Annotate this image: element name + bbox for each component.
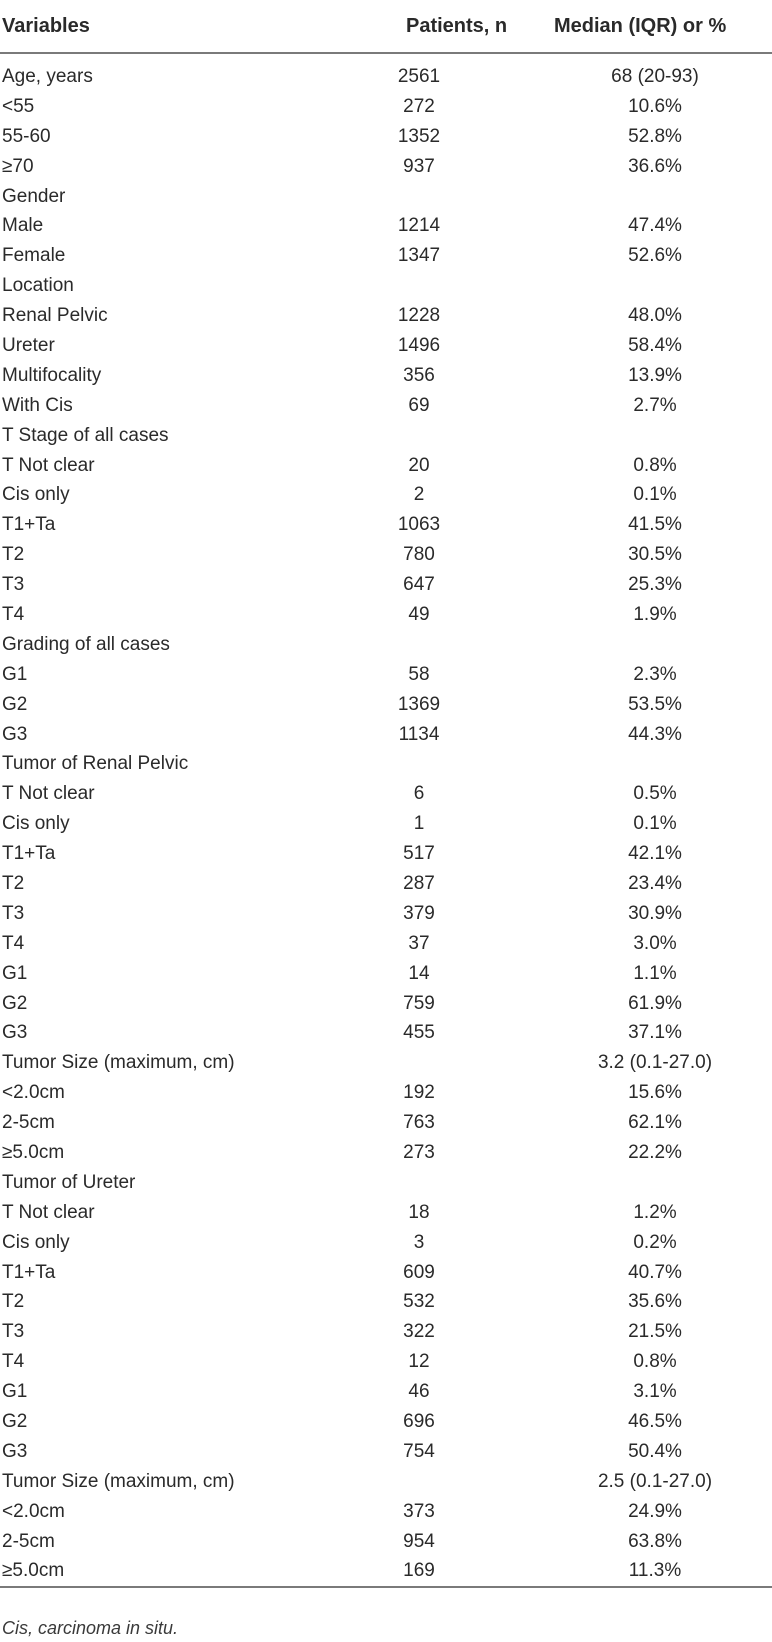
cell-variable: Renal Pelvic (2, 305, 108, 327)
cell-variable: <55 (2, 95, 35, 117)
cell-median-or-percent: 41.5% (628, 514, 682, 536)
table-row (0, 391, 772, 421)
cell-variable: Male (2, 215, 44, 237)
cell-patients: 20 (408, 454, 430, 476)
cell-variable: T4 (2, 603, 25, 625)
cell-median-or-percent: 3.0% (633, 932, 677, 954)
cell-variable: G1 (2, 1381, 28, 1403)
cell-patients: 763 (403, 1112, 435, 1134)
table-row (0, 1138, 772, 1168)
table-row (0, 1228, 772, 1258)
cell-variable: Tumor Size (maximum, cm) (2, 1052, 235, 1074)
cell-median-or-percent: 2.5 (0.1-27.0) (597, 1470, 713, 1492)
cell-variable: T Not clear (2, 1201, 95, 1223)
cell-variable: T1+Ta (2, 843, 56, 865)
cell-patients: 2561 (397, 65, 441, 87)
cell-median-or-percent (538, 1168, 772, 1198)
cell-median-or-percent: 47.4% (628, 215, 682, 237)
table-row (0, 1407, 772, 1437)
table-row (0, 92, 772, 122)
cell-variable: G3 (2, 723, 28, 745)
table-row (0, 1317, 772, 1347)
cell-variable: T2 (2, 544, 25, 566)
cell-variable: G3 (2, 1440, 28, 1462)
cell-median-or-percent (538, 421, 772, 451)
cell-variable: T Not clear (2, 454, 95, 476)
cell-median-or-percent: 3.2 (0.1-27.0) (597, 1052, 713, 1074)
table-row (0, 152, 772, 182)
cell-patients (300, 1048, 538, 1078)
table-row (0, 1078, 772, 1108)
cell-variable: 2-5cm (2, 1112, 55, 1134)
cell-patients: 954 (403, 1530, 435, 1552)
table-row (0, 779, 772, 809)
cell-patients: 373 (403, 1500, 435, 1522)
cell-median-or-percent: 23.4% (628, 872, 682, 894)
cell-patients: 1496 (397, 334, 441, 356)
table-row (0, 959, 772, 989)
table-row (0, 182, 772, 212)
table-row (0, 720, 772, 750)
cell-variable: T4 (2, 1351, 25, 1373)
cell-variable: T2 (2, 872, 25, 894)
cell-median-or-percent: 1.2% (633, 1201, 677, 1223)
cell-variable: G2 (2, 693, 28, 715)
cell-patients (300, 630, 538, 660)
cell-median-or-percent: 24.9% (628, 1500, 682, 1522)
header-row (0, 0, 772, 53)
table-row (0, 1377, 772, 1407)
cell-variable: Female (2, 245, 66, 267)
cell-median-or-percent: 42.1% (628, 843, 682, 865)
table-row (0, 1168, 772, 1198)
table-row (0, 1347, 772, 1377)
table-row (0, 660, 772, 690)
cell-median-or-percent: 35.6% (628, 1291, 682, 1313)
cell-variable: G2 (2, 992, 28, 1014)
table-row (0, 929, 772, 959)
cell-patients (300, 1467, 538, 1497)
cell-median-or-percent: 63.8% (628, 1530, 682, 1552)
cell-patients: 322 (403, 1321, 435, 1343)
cell-variable: ≥5.0cm (2, 1560, 65, 1582)
cell-patients: 273 (403, 1142, 435, 1163)
cell-median-or-percent: 2.7% (633, 394, 677, 416)
cell-median-or-percent: 61.9% (628, 992, 682, 1014)
cell-patients: 532 (403, 1291, 435, 1313)
table-row (0, 899, 772, 929)
table-row (0, 1437, 772, 1467)
table-row (0, 989, 772, 1019)
cell-patients (300, 1168, 538, 1198)
cell-median-or-percent: 30.9% (628, 902, 682, 924)
cell-variable: Grading of all cases (2, 633, 170, 655)
cell-variable: With Cis (2, 394, 73, 416)
cell-variable: G1 (2, 962, 28, 984)
cell-variable: <2.0cm (2, 1500, 65, 1522)
cell-median-or-percent: 68 (20-93) (611, 65, 699, 87)
cell-patients: 379 (403, 902, 435, 924)
cell-patients: 780 (403, 544, 435, 566)
header-variables: Variables (0, 0, 300, 53)
table-row (0, 510, 772, 540)
table-row (0, 1198, 772, 1228)
cell-median-or-percent: 62.1% (628, 1112, 682, 1134)
cell-patients: 37 (408, 932, 430, 954)
table-row (0, 869, 772, 899)
cell-variable: G1 (2, 663, 28, 685)
cell-patients: 1352 (397, 125, 441, 147)
table-row (0, 540, 772, 570)
cell-median-or-percent: 44.3% (628, 723, 682, 745)
cell-variable: Cis only (2, 813, 70, 835)
table-row (0, 1467, 772, 1497)
cell-median-or-percent (538, 182, 772, 212)
cell-median-or-percent: 0.2% (633, 1231, 677, 1253)
cell-patients: 6 (413, 783, 425, 805)
table-row (0, 1258, 772, 1288)
cell-median-or-percent: 0.8% (633, 454, 677, 476)
cell-patients: 49 (408, 603, 430, 625)
cell-patients: 12 (408, 1351, 430, 1373)
cell-variable: ≥5.0cm (2, 1142, 65, 1163)
cell-variable: Cis only (2, 1231, 70, 1253)
table-row (0, 271, 772, 301)
cell-patients: 169 (403, 1560, 435, 1582)
cell-variable: ≥70 (2, 155, 34, 177)
cell-median-or-percent: 58.4% (628, 334, 682, 356)
cell-median-or-percent: 11.3% (628, 1560, 682, 1582)
table-row (0, 1527, 772, 1557)
table-row (0, 630, 772, 660)
cell-variable: T3 (2, 1321, 25, 1343)
cell-median-or-percent: 30.5% (628, 544, 682, 566)
cell-patients: 517 (403, 843, 435, 865)
table-row (0, 1497, 772, 1527)
cell-patients: 69 (408, 394, 430, 416)
cell-patients: 1 (413, 813, 425, 835)
cell-patients (300, 421, 538, 451)
cell-median-or-percent: 22.2% (628, 1142, 682, 1163)
cell-variable: Tumor Size (maximum, cm) (2, 1470, 235, 1492)
table-row (0, 211, 772, 241)
cell-median-or-percent: 37.1% (628, 1022, 682, 1044)
cell-median-or-percent (538, 630, 772, 660)
table-row (0, 301, 772, 331)
cell-median-or-percent: 3.1% (633, 1381, 677, 1403)
table-row (0, 570, 772, 600)
cell-variable: T Stage of all cases (2, 424, 169, 446)
cell-median-or-percent (538, 749, 772, 779)
cell-variable: Multifocality (2, 364, 102, 386)
cell-variable: T4 (2, 932, 25, 954)
cell-patients: 3 (413, 1231, 425, 1253)
cell-patients (300, 749, 538, 779)
cell-median-or-percent: 15.6% (628, 1082, 682, 1104)
cell-variable: Tumor of Ureter (2, 1171, 136, 1193)
table-row (0, 331, 772, 361)
cell-variable: T Not clear (2, 783, 95, 805)
cell-variable: Ureter (2, 334, 55, 356)
cell-median-or-percent: 40.7% (628, 1261, 682, 1283)
cell-patients: 609 (403, 1261, 435, 1283)
footnote: Cis, carcinoma in situ. (2, 1618, 179, 1638)
cell-patients: 192 (403, 1082, 435, 1104)
cell-variable: T1+Ta (2, 514, 56, 536)
cell-variable: Tumor of Renal Pelvic (2, 753, 189, 775)
table-row (0, 690, 772, 720)
cell-patients (300, 271, 538, 301)
table-header (0, 0, 772, 53)
cell-median-or-percent: 0.5% (633, 783, 677, 805)
table-row (0, 1048, 772, 1078)
cell-median-or-percent: 52.8% (628, 125, 682, 147)
cell-patients: 1214 (397, 215, 441, 237)
table-row (0, 1557, 772, 1588)
cell-patients: 18 (408, 1201, 430, 1223)
cell-median-or-percent: 52.6% (628, 245, 682, 267)
cell-median-or-percent: 0.1% (633, 813, 677, 835)
cell-variable: T3 (2, 902, 25, 924)
cell-patients: 58 (408, 663, 430, 685)
table-row (0, 241, 772, 271)
cell-patients: 696 (403, 1411, 435, 1433)
cell-median-or-percent: 25.3% (628, 574, 682, 596)
table-row (0, 361, 772, 391)
table-row (0, 1288, 772, 1318)
cell-median-or-percent: 0.1% (633, 484, 677, 506)
cell-variable: 2-5cm (2, 1530, 55, 1552)
cell-median-or-percent: 2.3% (633, 663, 677, 685)
table-row (0, 1108, 772, 1138)
cell-median-or-percent: 50.4% (628, 1440, 682, 1462)
cell-patients: 754 (403, 1440, 435, 1462)
table-row (0, 749, 772, 779)
cell-variable: G3 (2, 1022, 28, 1044)
cell-patients: 937 (403, 155, 435, 177)
cell-patients: 1228 (397, 305, 441, 327)
cell-median-or-percent (538, 271, 772, 301)
table-row (0, 421, 772, 451)
cell-patients: 759 (403, 992, 435, 1014)
cell-patients: 647 (403, 574, 435, 596)
cell-median-or-percent: 53.5% (628, 693, 682, 715)
cell-patients: 1134 (398, 723, 440, 745)
table-row (0, 122, 772, 152)
cell-variable: Cis only (2, 484, 70, 506)
cell-variable: Gender (2, 185, 66, 207)
cell-variable: T2 (2, 1291, 25, 1313)
cell-variable: <2.0cm (2, 1082, 65, 1104)
table-row (0, 809, 772, 839)
cell-patients: 287 (403, 872, 435, 894)
cell-patients: 46 (408, 1381, 430, 1403)
cell-median-or-percent: 10.6% (628, 95, 682, 117)
table-row (0, 1019, 772, 1049)
cell-patients: 2 (413, 484, 425, 506)
cell-median-or-percent: 36.6% (628, 155, 682, 177)
cell-median-or-percent: 0.8% (633, 1351, 677, 1373)
cell-patients: 272 (403, 95, 435, 117)
cell-patients: 1369 (397, 693, 441, 715)
table-row (0, 839, 772, 869)
cell-median-or-percent: 48.0% (628, 305, 682, 327)
cell-median-or-percent: 1.9% (633, 603, 677, 625)
table-row (0, 451, 772, 481)
header-patients: Patients, n (300, 0, 538, 53)
table-row (0, 480, 772, 510)
table-row (0, 53, 772, 92)
cell-variable: 55-60 (2, 125, 51, 147)
cell-variable: Location (2, 275, 74, 297)
cell-median-or-percent: 46.5% (628, 1411, 682, 1433)
cell-variable: Age, years (2, 65, 93, 87)
cell-variable: T3 (2, 574, 25, 596)
cell-median-or-percent: 13.9% (628, 364, 682, 386)
cell-variable: T1+Ta (2, 1261, 56, 1283)
cell-patients (300, 182, 538, 212)
cell-median-or-percent: 21.5% (628, 1321, 682, 1343)
cell-patients: 455 (403, 1022, 435, 1044)
header-median-or-percent: Median (IQR) or % (538, 0, 772, 53)
cell-patients: 1347 (397, 245, 441, 267)
cell-patients: 1063 (397, 514, 441, 536)
cell-patients: 14 (408, 962, 430, 984)
table-body (0, 53, 772, 1587)
cell-patients: 356 (403, 364, 435, 386)
cell-variable: G2 (2, 1411, 28, 1433)
cell-median-or-percent: 1.1% (633, 962, 677, 984)
table-row (0, 600, 772, 630)
